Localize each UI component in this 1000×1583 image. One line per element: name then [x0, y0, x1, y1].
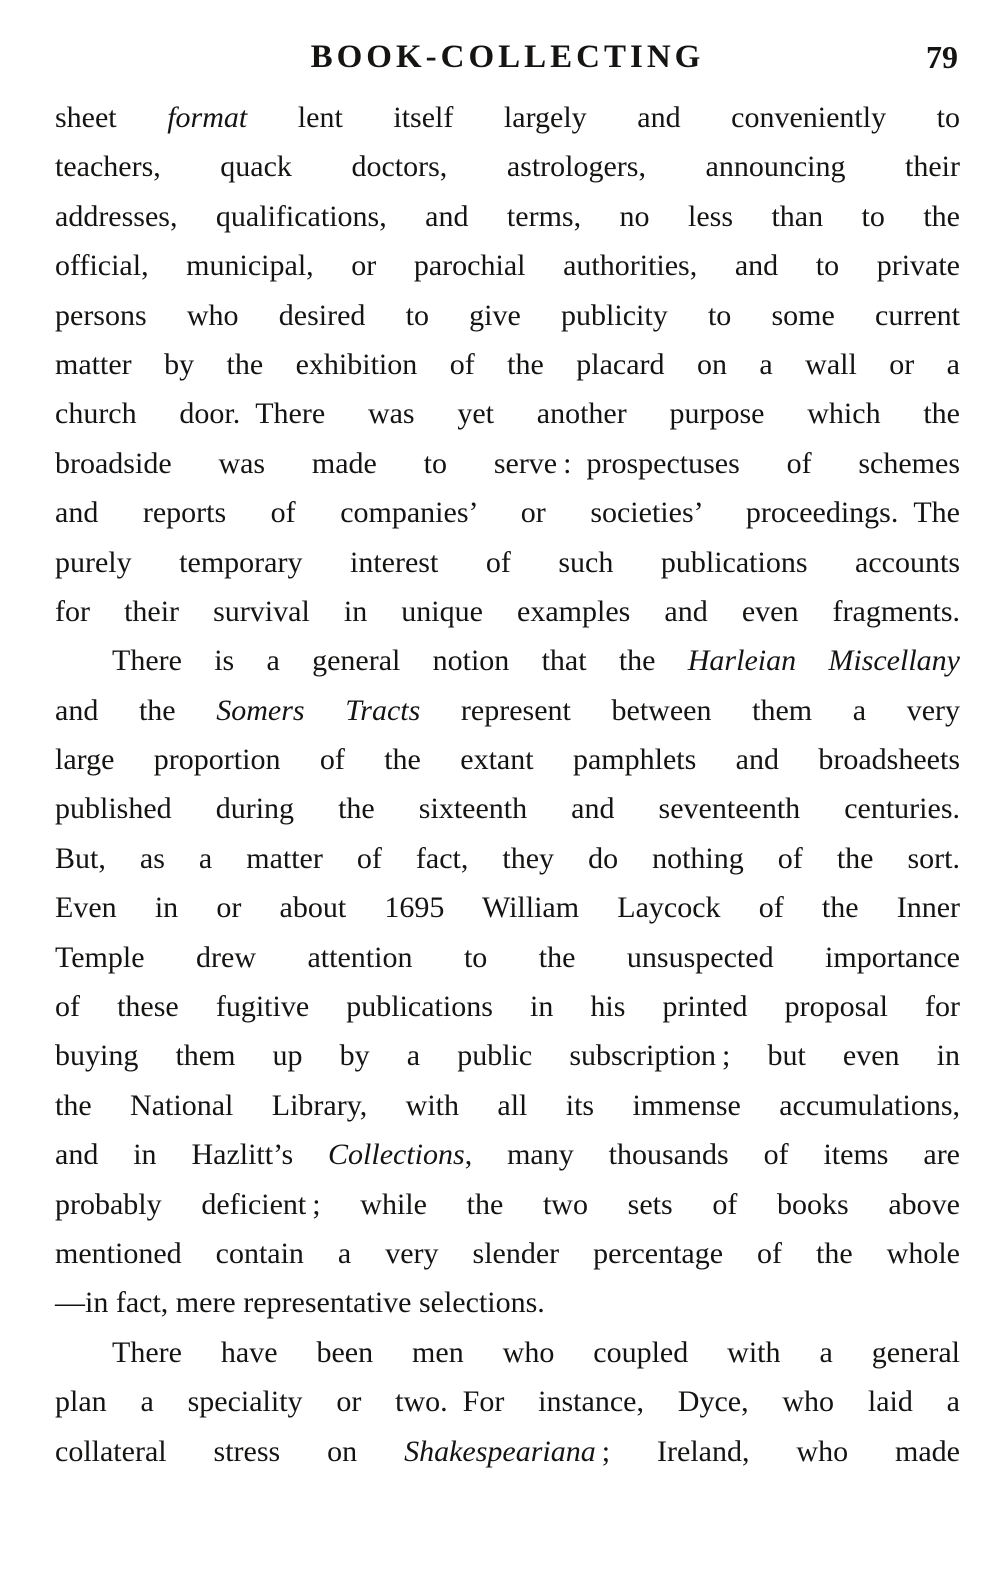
text-segment: There have been men who coupled with a general [112, 1335, 960, 1369]
text-segment: probably deficient ; while the two sets of books above [55, 1187, 960, 1221]
text-segment: large proportion of the extant pamphlets and broadsheets [55, 743, 960, 777]
text-line [55, 636, 960, 685]
text-segment: church door. There was yet another purpose which the [55, 397, 960, 431]
text-segment: buying them up by a public subscription ; but even in [55, 1039, 960, 1073]
page-number: 79 [926, 39, 958, 75]
text-line [55, 1081, 960, 1130]
text-line [55, 1427, 960, 1476]
text-line [55, 241, 960, 290]
text-segment: , many thousands of items are [464, 1138, 960, 1172]
text-segment: But, as a matter of fact, they do nothing of the sort. [55, 841, 960, 875]
text-segment: for their survival in unique examples and even fragments. [55, 594, 960, 628]
text-segment: plan a speciality or two. For instance, Dyce, who laid a [55, 1385, 960, 1419]
text-segment: published during the sixteenth and seventeenth centuries. [55, 792, 960, 826]
text-segment: Temple drew attention to the unsuspected importance [55, 940, 960, 974]
text-segment: official, municipal, or parochial authorities, and to private [55, 249, 960, 283]
text-line [55, 1229, 960, 1278]
text-segment: addresses, qualifications, and terms, no less than to the [55, 199, 960, 233]
text-line [55, 439, 960, 488]
text-line [55, 735, 960, 784]
text-line [55, 538, 960, 587]
italic-text-segment: Somers Tracts [216, 693, 421, 727]
text-line [55, 291, 960, 340]
text-segment: —in fact, mere representative selections. [55, 1286, 545, 1320]
text-line [55, 1180, 960, 1229]
text-segment: represent between them a very [420, 693, 961, 727]
text-segment: of these fugitive publications in his printed proposal for [55, 990, 960, 1024]
text-segment: teachers, quack doctors, astrologers, announcing their [55, 150, 960, 184]
text-line [55, 488, 960, 537]
text-segment: ; Ireland, who made [595, 1434, 960, 1468]
text-line [55, 1278, 960, 1327]
page-header [55, 36, 960, 78]
text-line [55, 883, 960, 932]
text-segment: persons who desired to give publicity to some current [55, 298, 960, 332]
text-segment: sheet [55, 101, 168, 134]
italic-text-segment: format [167, 101, 248, 134]
text-line [55, 1130, 960, 1179]
text-segment: lent itself largely and conveniently to [247, 101, 960, 134]
text-line [55, 1328, 960, 1377]
text-line [55, 784, 960, 833]
text-line [55, 93, 960, 142]
text-line [55, 192, 960, 241]
text-segment: collateral stress on [55, 1434, 405, 1468]
text-segment: and in Hazlitt’s [55, 1138, 329, 1172]
text-segment: There is a general notion that the [112, 644, 688, 678]
italic-text-segment: Shakespeariana [404, 1434, 596, 1468]
text-line [55, 834, 960, 883]
text-line [55, 587, 960, 636]
text-line [55, 142, 960, 191]
text-line [55, 982, 960, 1031]
text-segment: the National Library, with all its immense accumulations, [55, 1088, 960, 1122]
text-line [55, 389, 960, 438]
text-line [55, 686, 960, 735]
text-segment: and reports of companies’ or societies’ proceedings. The [55, 496, 960, 530]
text-segment: broadside was made to serve : prospectuses of schemes [55, 446, 960, 480]
italic-text-segment: Harleian Miscellany [687, 644, 960, 678]
text-line [55, 340, 960, 389]
text-body [55, 93, 960, 1476]
text-segment: and the [55, 693, 217, 727]
text-segment: Even in or about 1695 William Laycock of the Inner [55, 891, 960, 925]
text-line [55, 1377, 960, 1426]
text-segment: purely temporary interest of such publications accounts [55, 545, 960, 579]
text-segment: mentioned contain a very slender percentage of the whole [55, 1236, 960, 1270]
italic-text-segment: Collections [328, 1138, 465, 1172]
text-line [55, 933, 960, 982]
text-segment: matter by the exhibition of the placard on a wall or a [55, 347, 960, 381]
running-title: BOOK-COLLECTING [310, 39, 705, 75]
text-line [55, 1031, 960, 1080]
